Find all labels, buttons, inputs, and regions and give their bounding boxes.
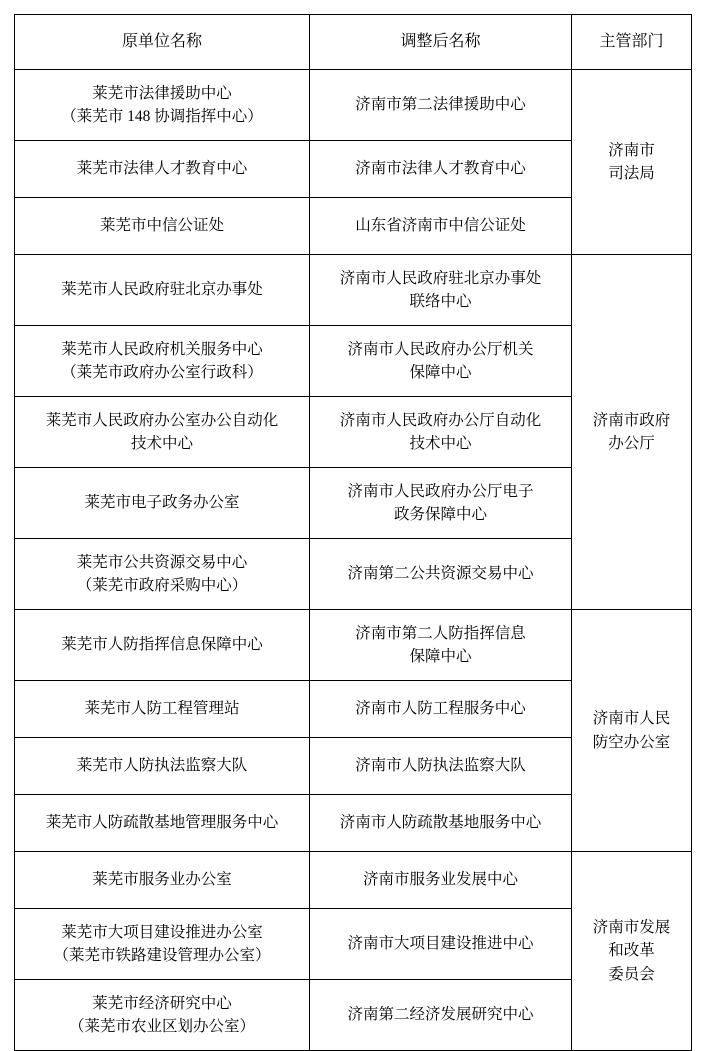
table-header-row	[15, 15, 692, 70]
cell-adjusted-name	[310, 738, 572, 795]
cell-text-line: 济南市法律人才教育中心	[355, 160, 526, 178]
cell-original-name	[15, 397, 310, 468]
cell-original-name	[15, 539, 310, 610]
cell-text-line: 委员会	[608, 965, 655, 983]
cell-original-name	[15, 909, 310, 980]
cell-adjusted-name	[310, 198, 572, 255]
cell-text-line: 济南市人防执法监察大队	[355, 757, 526, 775]
cell-original-name	[15, 980, 310, 1051]
cell-text-line: 莱芜市中信公证处	[99, 217, 224, 235]
cell-text-line: 济南市人防工程服务中心	[355, 700, 526, 718]
cell-text-line: 莱芜市公共资源交易中心	[76, 553, 248, 571]
cell-adjusted-name	[310, 852, 572, 909]
header-department: 主管部门	[572, 15, 692, 70]
cell-text-line: 技术中心	[130, 435, 193, 452]
cell-adjusted-name	[310, 326, 572, 397]
cell-text-line: 保障中心	[409, 648, 472, 665]
cell-text-line: 济南市人民政府办公厅自动化	[339, 411, 542, 429]
cell-original-name	[15, 610, 310, 681]
cell-text-line: 莱芜市人民政府机关服务中心	[61, 340, 263, 358]
cell-text-line: 山东省济南市中信公证处	[355, 217, 526, 235]
cell-department	[572, 255, 692, 610]
cell-text-line: 联络中心	[409, 293, 472, 310]
cell-text-line: 莱芜市服务业办公室	[92, 871, 232, 889]
cell-adjusted-name	[310, 70, 572, 141]
cell-text-line: 莱芜市大项目建设推进办公室	[61, 923, 263, 941]
cell-department	[572, 852, 692, 1051]
cell-text-line: 技术中心	[409, 435, 472, 452]
cell-original-name	[15, 198, 310, 255]
cell-text-line: 济南第二公共资源交易中心	[347, 565, 534, 583]
cell-text-line: 莱芜市法律援助中心	[92, 84, 232, 102]
cell-adjusted-name	[310, 795, 572, 852]
header-original-name: 原单位名称	[15, 15, 310, 70]
cell-text-line: 济南市服务业发展中心	[362, 871, 518, 889]
cell-text-line: 济南市人民	[592, 710, 671, 728]
cell-original-name	[15, 141, 310, 198]
cell-text-line: 莱芜市法律人才教育中心	[76, 160, 248, 178]
cell-adjusted-name	[310, 255, 572, 326]
cell-original-name	[15, 468, 310, 539]
cell-adjusted-name	[310, 539, 572, 610]
cell-original-name	[15, 738, 310, 795]
organization-rename-table	[14, 14, 692, 1051]
cell-text-line: 莱芜市人民政府办公室办公自动化	[45, 411, 279, 429]
cell-text-line: （莱芜市铁路建设管理办公室）	[53, 947, 271, 964]
cell-adjusted-name	[310, 141, 572, 198]
cell-text-line: 司法局	[608, 165, 655, 182]
cell-adjusted-name	[310, 909, 572, 980]
cell-text-line: 莱芜市人防执法监察大队	[76, 757, 248, 775]
cell-text-line: 济南市人民政府办公厅电子	[347, 482, 534, 500]
cell-text-line: 济南市人民政府办公厅机关	[347, 340, 534, 358]
table-row	[15, 852, 692, 909]
cell-text-line: 济南市大项目建设推进中心	[347, 935, 534, 953]
cell-text-line: 政务保障中心	[393, 506, 487, 523]
cell-text-line: 济南市政府	[592, 411, 671, 429]
cell-original-name	[15, 852, 310, 909]
cell-text-line: 济南市第二法律援助中心	[355, 96, 526, 114]
header-adjusted-name: 调整后名称	[310, 15, 572, 70]
cell-text-line: 办公厅	[608, 435, 655, 452]
cell-adjusted-name	[310, 610, 572, 681]
cell-text-line: 济南第二经济发展研究中心	[347, 1006, 534, 1024]
table-body	[15, 70, 692, 1051]
cell-text-line: 莱芜市经济研究中心	[92, 994, 232, 1012]
cell-text-line: 济南市人防疏散基地服务中心	[339, 814, 542, 832]
cell-text-line: （莱芜市政府办公室行政科）	[61, 364, 263, 381]
table-row	[15, 255, 692, 326]
cell-text-line: （莱芜市农业区划办公室）	[68, 1018, 255, 1035]
cell-text-line: 济南市人民政府驻北京办事处	[339, 269, 542, 287]
cell-original-name	[15, 255, 310, 326]
cell-text-line: 莱芜市人防指挥信息保障中心	[61, 636, 263, 654]
cell-adjusted-name	[310, 980, 572, 1051]
cell-department	[572, 610, 692, 852]
table-row	[15, 70, 692, 141]
cell-text-line: （莱芜市政府采购中心）	[76, 577, 248, 594]
cell-text-line: 莱芜市人民政府驻北京办事处	[61, 281, 263, 299]
cell-text-line: 莱芜市人防工程管理站	[84, 700, 240, 718]
cell-original-name	[15, 70, 310, 141]
cell-original-name	[15, 681, 310, 738]
cell-department	[572, 70, 692, 255]
cell-adjusted-name	[310, 397, 572, 468]
cell-text-line: 济南市发展	[592, 919, 671, 937]
cell-text-line: 济南市第二人防指挥信息	[355, 624, 526, 642]
table-row	[15, 610, 692, 681]
cell-adjusted-name	[310, 681, 572, 738]
cell-original-name	[15, 326, 310, 397]
cell-text-line: 和改革	[608, 942, 655, 960]
cell-text-line: 济南市	[608, 141, 655, 159]
cell-text-line: 莱芜市电子政务办公室	[84, 494, 240, 512]
cell-text-line: 防空办公室	[592, 733, 671, 751]
cell-text-line: （莱芜市 148 协调指挥中心）	[61, 108, 263, 125]
cell-text-line: 保障中心	[409, 364, 472, 381]
cell-original-name	[15, 795, 310, 852]
cell-text-line: 莱芜市人防疏散基地管理服务中心	[45, 814, 279, 832]
cell-adjusted-name	[310, 468, 572, 539]
